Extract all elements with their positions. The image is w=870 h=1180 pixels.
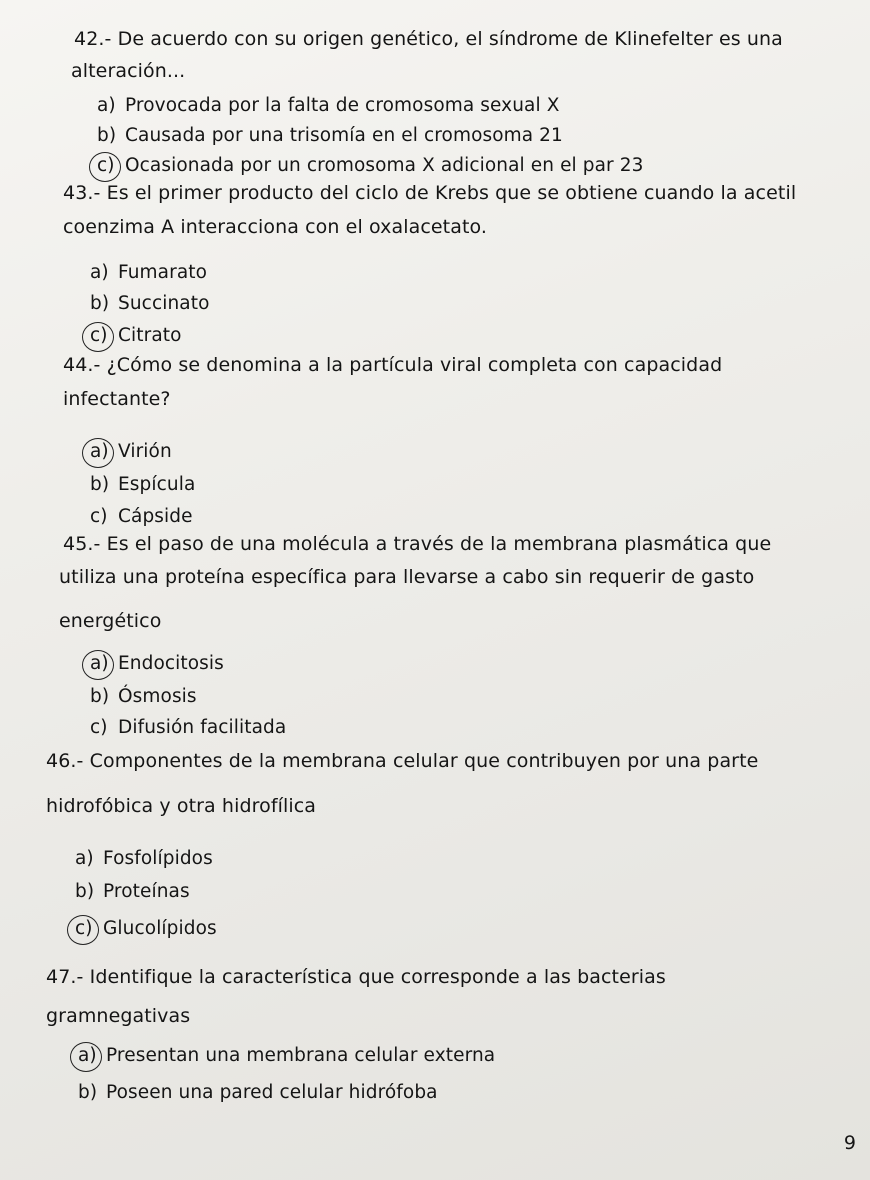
answer-circle-mark bbox=[67, 915, 99, 945]
option-letter: c) bbox=[97, 155, 125, 176]
question-45-stem-line: 45.- Es el paso de una molécula a través de la membrana plasmática que bbox=[63, 533, 772, 555]
question-44-option bbox=[90, 441, 172, 462]
option-text: Ocasionada por un cromosoma X adicional en el par 23 bbox=[125, 155, 644, 176]
option-text: Causada por una trisomía en el cromosoma 21 bbox=[125, 125, 563, 146]
option-letter: a) bbox=[90, 653, 118, 674]
option-letter: b) bbox=[90, 293, 110, 314]
option-letter: a) bbox=[90, 441, 118, 462]
option-letter: b) bbox=[90, 474, 110, 495]
option-text: Cápside bbox=[118, 506, 193, 527]
question-45-option bbox=[90, 653, 224, 674]
question-46-option bbox=[75, 918, 217, 939]
option-letter: b) bbox=[90, 686, 110, 707]
option-text: Fosfolípidos bbox=[103, 848, 213, 869]
option-letter: a) bbox=[75, 848, 94, 869]
question-42-stem-line: 42.- De acuerdo con su origen genético, el síndrome de Klinefelter es una bbox=[74, 28, 783, 50]
option-text: Espícula bbox=[118, 474, 196, 495]
option-text: Proteínas bbox=[103, 881, 190, 902]
question-45-stem-line: energético bbox=[59, 610, 162, 632]
option-letter: c) bbox=[90, 325, 118, 346]
option-text: Presentan una membrana celular externa bbox=[106, 1045, 496, 1066]
option-letter: c) bbox=[90, 506, 108, 527]
question-44-stem-line: 44.- ¿Cómo se denomina a la partícula viral completa con capacidad bbox=[63, 354, 723, 376]
question-44-option bbox=[90, 474, 195, 495]
question-43-stem-line: coenzima A interacciona con el oxalacetato. bbox=[63, 216, 488, 238]
option-letter: b) bbox=[78, 1082, 98, 1103]
option-letter: a) bbox=[78, 1045, 106, 1066]
option-text: Endocitosis bbox=[118, 653, 224, 674]
option-text: Succinato bbox=[118, 293, 210, 314]
question-42-option bbox=[97, 95, 559, 116]
question-44-option bbox=[90, 506, 193, 527]
question-42-option bbox=[97, 125, 563, 146]
option-letter: c) bbox=[75, 918, 103, 939]
question-47-option bbox=[78, 1082, 438, 1103]
answer-circle-mark bbox=[70, 1042, 102, 1072]
option-text: Ósmosis bbox=[118, 686, 197, 707]
answer-circle-mark bbox=[82, 438, 114, 468]
question-45-option bbox=[90, 686, 197, 707]
question-45-stem-line: utiliza una proteína específica para llevarse a cabo sin requerir de gasto bbox=[59, 566, 755, 588]
question-43-option bbox=[90, 293, 210, 314]
answer-circle-mark bbox=[82, 322, 114, 352]
question-46-stem-line: 46.- Componentes de la membrana celular que contribuyen por una parte bbox=[46, 750, 759, 772]
question-43-option bbox=[90, 325, 182, 346]
question-46-stem-line: hidrofóbica y otra hidrofílica bbox=[46, 795, 317, 817]
question-44-stem-line: infectante? bbox=[63, 388, 171, 410]
question-45-option bbox=[90, 717, 286, 738]
option-letter: a) bbox=[97, 95, 116, 116]
option-text: Difusión facilitada bbox=[118, 717, 287, 738]
question-47-stem-line: 47.- Identifique la característica que corresponde a las bacterias bbox=[46, 966, 666, 988]
question-42-option bbox=[97, 155, 643, 176]
question-46-option bbox=[75, 881, 190, 902]
option-text: Glucolípidos bbox=[103, 918, 217, 939]
option-text: Citrato bbox=[118, 325, 182, 346]
question-43-stem-line: 43.- Es el primer producto del ciclo de Krebs que se obtiene cuando la acetil bbox=[63, 182, 797, 204]
option-letter: b) bbox=[97, 125, 117, 146]
option-letter: a) bbox=[90, 262, 109, 283]
answer-circle-mark bbox=[82, 650, 114, 680]
option-text: Virión bbox=[118, 441, 172, 462]
option-text: Poseen una pared celular hidrófoba bbox=[106, 1082, 438, 1103]
option-letter: b) bbox=[75, 881, 95, 902]
option-letter: c) bbox=[90, 717, 108, 738]
question-43-option bbox=[90, 262, 207, 283]
question-42-stem-line: alteración... bbox=[71, 60, 186, 82]
question-47-stem-line: gramnegativas bbox=[46, 1005, 191, 1027]
page-number: 9 bbox=[843, 1132, 856, 1154]
option-text: Fumarato bbox=[118, 262, 208, 283]
answer-circle-mark bbox=[89, 152, 121, 182]
option-text: Provocada por la falta de cromosoma sexual X bbox=[125, 95, 560, 116]
question-47-option bbox=[78, 1045, 495, 1066]
question-46-option bbox=[75, 848, 213, 869]
